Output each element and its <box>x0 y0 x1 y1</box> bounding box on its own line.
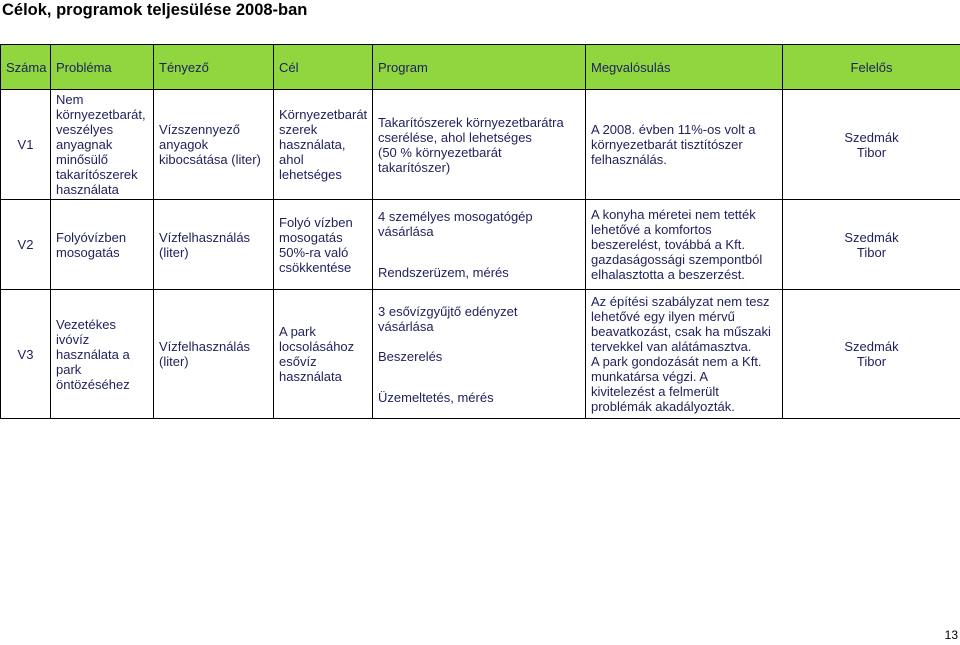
page-title: Célok, programok teljesülése 2008-ban <box>2 1 308 19</box>
page-number: 13 <box>944 628 958 642</box>
cell-program: 3 esővízgyűjtő edényzet vásárlása Beszerelés Üzemeltetés, mérés <box>373 290 586 419</box>
table-header-row <box>1 45 960 90</box>
cell-problem: Folyóvízben mosogatás <box>51 200 154 290</box>
cell-implementation: A 2008. évben 11%-os volt a környezetbarát tisztítószer felhasználás. <box>586 90 783 200</box>
cell-factor: Vízszennyező anyagok kibocsátása (liter) <box>154 90 274 200</box>
cell-responsible: Szedmák Tibor <box>783 90 960 200</box>
cell-program: 4 személyes mosogatógép vásárlása Rendszerüzem, mérés <box>373 200 586 290</box>
cell-responsible: Szedmák Tibor <box>783 200 960 290</box>
header-implementation: Megvalósulás <box>586 45 783 90</box>
cell-factor: Vízfelhasználás (liter) <box>154 290 274 419</box>
goals-table <box>0 44 960 419</box>
cell-number: V1 <box>1 90 51 200</box>
header-problem: Probléma <box>51 45 154 90</box>
cell-number: V3 <box>1 290 51 419</box>
header-program: Program <box>373 45 586 90</box>
cell-number: V2 <box>1 200 51 290</box>
cell-implementation: Az építési szabályzat nem tesz lehetővé egy ilyen mérvű beavatkozást, csak ha műszaki tervekkel van alátámasztva. A park gondozását nem a Kft. munkatársa végzi. A kivitelezést a felmerült problémák akadályozták. <box>586 290 783 419</box>
cell-goal: Folyó vízben mosogatás 50%-ra való csökkentése <box>274 200 373 290</box>
cell-program: Takarítószerek környezetbarátra cserélése, ahol lehetséges (50 % környezetbarát takarítószer) <box>373 90 586 200</box>
header-goal: Cél <box>274 45 373 90</box>
cell-problem: Vezetékes ivóvíz használata a park öntözéséhez <box>51 290 154 419</box>
cell-goal: A park locsolásához esővíz használata <box>274 290 373 419</box>
cell-goal: Környezetbarát szerek használata, ahol lehetséges <box>274 90 373 200</box>
table-row <box>1 200 960 290</box>
cell-responsible: Szedmák Tibor <box>783 290 960 419</box>
header-factor: Tényező <box>154 45 274 90</box>
cell-problem: Nem környezetbarát, veszélyes anyagnak minősülő takarítószerek használata <box>51 90 154 200</box>
table-row <box>1 90 960 200</box>
header-number: Száma <box>1 45 51 90</box>
header-responsible: Felelős <box>783 45 960 90</box>
cell-factor: Vízfelhasználás (liter) <box>154 200 274 290</box>
cell-implementation: A konyha méretei nem tették lehetővé a komfortos beszerelést, továbbá a Kft. gazdaságossági szempontból elhalasztotta a beszerzést. <box>586 200 783 290</box>
table-row <box>1 290 960 419</box>
